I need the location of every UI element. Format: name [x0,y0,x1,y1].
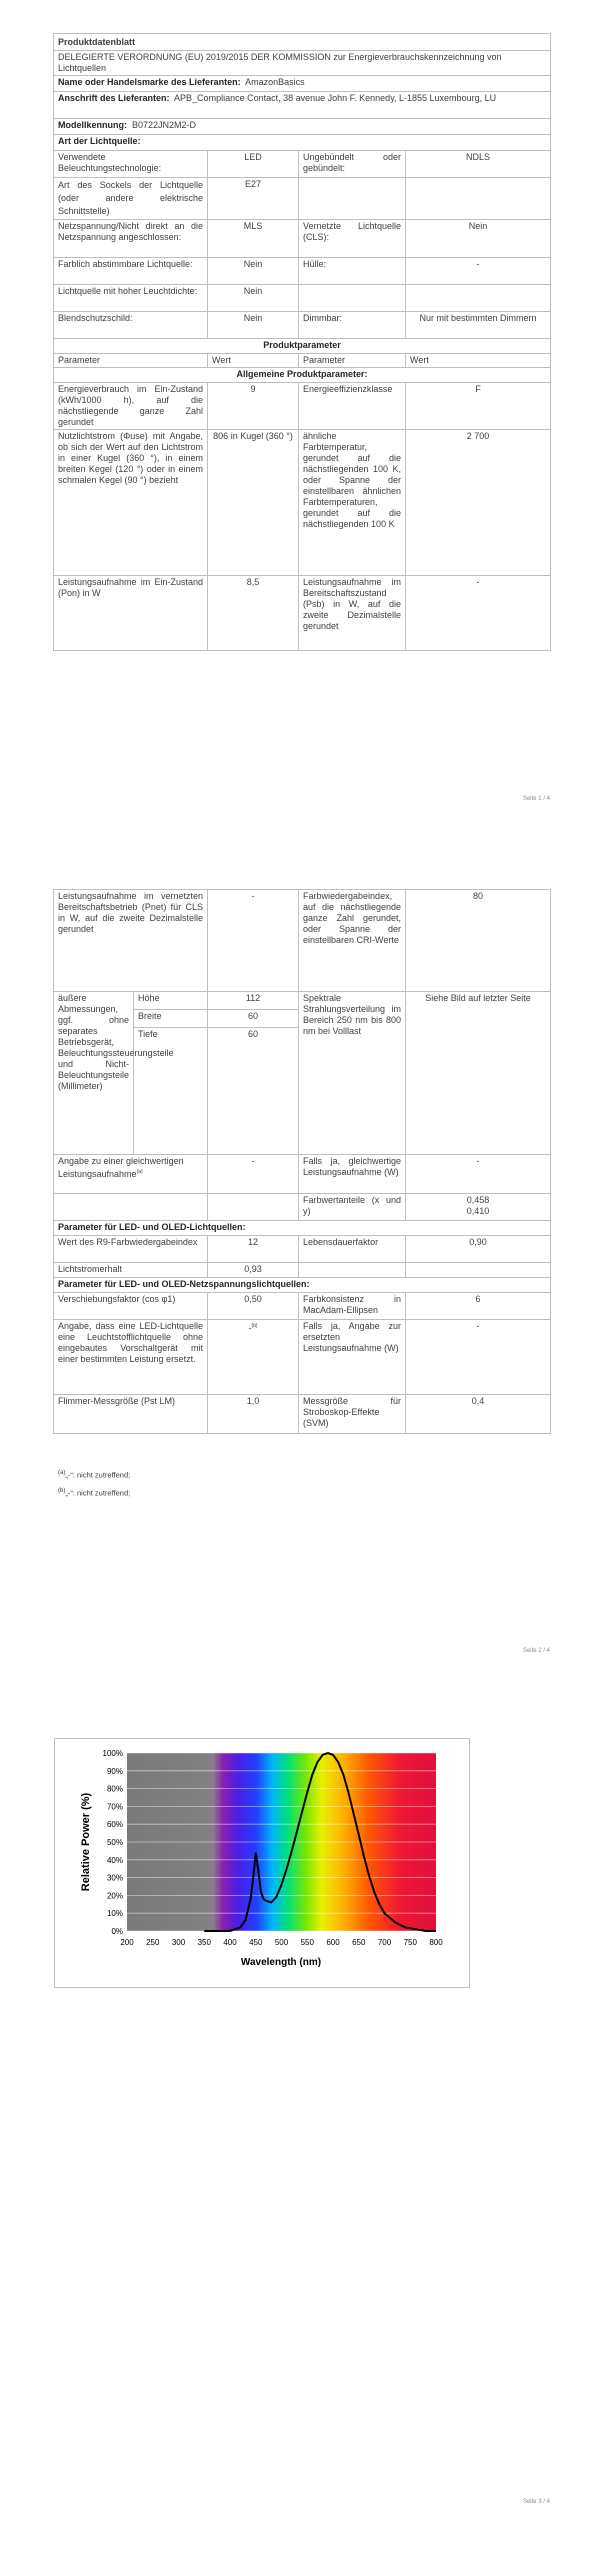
page-title: Produktdatenblatt [54,34,551,51]
spectral-power-chart [55,1739,469,1987]
param-label: Lichtstromerhalt [54,1263,208,1278]
type-value: E27 [208,178,299,220]
supplier-value: AmazonBasics [245,77,305,87]
dimension-row [54,992,551,1010]
page-number: Seite 2 / 4 [522,1648,550,1654]
x-axis-label: Wavelength (nm) [240,1957,322,1968]
param-label: Leistungsaufnahme im Ein-Zustand (Pon) in W [54,576,208,651]
chromaticity-values [406,1194,551,1221]
y-tick-label: 70% [106,1802,123,1812]
param-row [54,890,551,992]
model-label: Modellkennung: [58,120,127,130]
param-label: Leistungsaufnahme im vernetzten Bereitschaftsbetrieb (Pnet) für CLS in W, auf die zweite Dezimalstelle gerundet [54,890,208,992]
type-value: MLS [208,220,299,258]
param-value: 80 [406,890,551,992]
param-label: Falls ja, gleichwertige Leistungsaufnahme (W) [299,1155,406,1194]
dimension-value: 60 [208,1010,299,1028]
dimensions-label: äußere Abmessungen, ggf. ohne separates Betriebsgerät, Beleuchtungssteuerungsteile und Nicht-Beleuchtungsteile (Millimeter) [54,992,134,1155]
type-value: Nein [208,258,299,285]
x-tick-label: 350 [197,1938,211,1947]
param-label: Farbwertanteile (x und y) [299,1194,406,1221]
param-value: - [248,1323,252,1333]
light-source-type-header: Art der Lichtquelle: [54,135,551,151]
type-value: Nur mit bestimmten Dimmern [406,312,551,339]
param-value: - [208,1155,299,1194]
led-parameters-header: Parameter für LED- und OLED-Lichtquellen: [54,1221,551,1236]
param-value: 0,4 [406,1395,551,1434]
param-label: Farbwiedergabeindex, auf die nächstliegende ganze Zahl gerundet, oder Spanne der einstellbaren CRI-Werte [299,890,406,992]
y-axis-label: Relative Power (%) [80,1792,92,1892]
x-tick-label: 550 [300,1938,314,1947]
spectral-chart-frame [54,1738,470,1988]
type-label: Lichtquelle mit hoher Leuchtdichte: [54,285,208,312]
param-value: - [406,1320,551,1395]
address-value: APB_Compliance Contact, 38 avenue John F. Kennedy, L-1855 Luxembourg, LU [174,93,497,103]
product-parameters-header: Produktparameter [54,339,551,354]
page-number: Seite 1 / 4 [522,796,550,802]
equivalent-power-text: Angabe zu einer gleichwertigen Leistungsaufnahme [58,1156,184,1179]
param-label: Energieverbrauch im Ein-Zustand (kWh/1000 h), auf die nächstliegende ganze Zahl gerundet [54,383,208,430]
param-label: Angabe, dass eine LED-Lichtquelle eine Leuchtstofflichtquelle ohne eingebautes Vorschaltgerät mit einer bestimmten Leistung ersetzt. [54,1320,208,1395]
dimension-name: Breite [134,1010,208,1028]
empty-cell [299,1263,406,1278]
x-tick-label: 300 [171,1938,186,1947]
model-value: B0722JN2M2-D [132,120,197,130]
param-label: Messgröße für Stroboskop-Effekte (SVM) [299,1395,406,1434]
address-label: Anschrift des Lieferanten: [58,93,170,103]
param-label: Lebensdauerfaktor [299,1236,406,1263]
x-tick-label: 500 [274,1938,289,1947]
param-row [54,1263,551,1278]
y-tick-label: 40% [106,1855,123,1865]
footnote-mark: (b) [251,1323,258,1329]
param-value: 12 [208,1236,299,1263]
param-value: 9 [208,383,299,430]
type-value: Nein [208,285,299,312]
footnote-b-text: „-“: nicht zutreffend; [65,1488,131,1498]
y-tick-label: 30% [106,1873,123,1883]
spectral-label: Spektrale Strahlungsverteilung im Bereich 250 nm bis 800 nm bei Volllast [299,992,406,1155]
param-row [54,1155,551,1194]
replace-value-cell [208,1320,299,1395]
footnote-a [58,1468,130,1481]
x-tick-label: 450 [249,1938,263,1947]
y-tick-label: 20% [106,1891,123,1901]
dimension-name: Höhe [134,992,208,1010]
type-value: - [406,258,551,285]
param-label: Leistungsaufnahme im Bereitschaftszustand (Psb) in W, auf die zweite Dezimalstelle gerundet [299,576,406,651]
type-label: Netzspannung/Nicht direkt an die Netzspannung angeschlossen: [54,220,208,258]
y-tick-label: 90% [106,1766,123,1776]
param-value: 0,93 [208,1263,299,1278]
dimension-value: 112 [208,992,299,1010]
param-label: Farbkonsistenz in MacAdam-Ellipsen [299,1293,406,1320]
type-label: Verwendete Beleuchtungstechnologie: [54,151,208,178]
x-tick-label: 700 [377,1938,392,1947]
dimension-value: 60 [208,1028,299,1155]
param-row [54,1320,551,1395]
param-value: 1,0 [208,1395,299,1434]
type-label: Blendschutzschild: [54,312,208,339]
footnote-a-mark: (a) [58,1470,66,1476]
param-label: Verschiebungsfaktor (cos φ1) [54,1293,208,1320]
parameters-table-continued [53,889,551,1434]
type-label: Vernetzte Lichtquelle (CLS): [299,220,406,258]
param-label: Nutzlichtstrom (Φuse) mit Angabe, ob sich der Wert auf den Lichtstrom in einer Kugel (360 °), in einem breiten Kegel (120 °) oder in einem schmalen Kegel (90 °) bezieht [54,430,208,576]
empty-cell [54,1194,208,1221]
param-row [54,1293,551,1320]
footnote-b [58,1486,130,1499]
type-label: Ungebündelt oder gebündelt: [299,151,406,178]
column-header-value: Wert [406,354,551,368]
param-value: - [208,890,299,992]
general-parameters-header: Allgemeine Produktparameter: [54,368,551,383]
param-label: Flimmer-Messgröße (Pst LM) [54,1395,208,1434]
empty-cell [406,1263,551,1278]
y-tick-label: 0% [111,1927,123,1936]
param-value: 0,90 [406,1236,551,1263]
column-header-parameter: Parameter [299,354,406,368]
y-tick-label: 80% [106,1784,123,1794]
type-label: Hülle: [299,258,406,285]
x-tick-label: 200 [120,1938,134,1947]
page-number: Seite 3 / 4 [522,2499,550,2505]
type-label: Art des Sockels der Lichtquelle (oder andere elektrische Schnittstelle) [54,178,208,220]
y-tick-label: 10% [106,1909,123,1919]
x-tick-label: 600 [326,1938,340,1947]
param-value: 806 in Kugel (360 °) [208,430,299,576]
x-tick-label: 400 [223,1938,237,1947]
empty-cell [208,1194,299,1221]
param-value: - [406,1155,551,1194]
param-row [54,1194,551,1221]
type-value: Nein [406,220,551,258]
chromaticity-x: 0,458 [466,1195,490,1205]
type-value: Nein [208,312,299,339]
equivalent-power-label [54,1155,208,1194]
param-row [54,1395,551,1434]
spectral-value: Siehe Bild auf letzter Seite [406,992,551,1155]
x-tick-label: 650 [352,1938,366,1947]
chromaticity-y: 0,410 [466,1206,490,1216]
param-label: Falls ja, Angabe zur ersetzten Leistungsaufnahme (W) [299,1320,406,1395]
dimension-name: Tiefe [134,1028,208,1155]
type-value: LED [208,151,299,178]
y-tick-label: 100% [102,1749,123,1758]
y-tick-label: 50% [106,1838,123,1847]
param-value: - [406,576,551,651]
param-value: 6 [406,1293,551,1320]
param-label: ähnliche Farbtemperatur, gerundet auf die nächstliegenden 100 K, oder Spanne der einstellbaren ähnlichen Farbtemperaturen, gerundet auf die nächstliegenden 100 K [299,430,406,576]
x-tick-label: 750 [403,1938,417,1947]
param-value: 2 700 [406,430,551,576]
footnote-b-mark: (b) [58,1488,66,1494]
x-tick-labels [120,1938,443,1947]
x-tick-label: 250 [146,1938,160,1947]
y-tick-label: 60% [106,1820,123,1830]
column-header-parameter: Parameter [54,354,208,368]
param-label: Energieeffizienzklasse [299,383,406,430]
footnote-a-text: „-“: nicht zutreffend; [65,1470,131,1480]
param-label: Wert des R9-Farbwiedergabeindex [54,1236,208,1263]
param-row [54,1236,551,1263]
param-value: 8,5 [208,576,299,651]
column-header-value: Wert [208,354,299,368]
param-value: 0,50 [208,1293,299,1320]
x-tick-label: 800 [429,1938,443,1947]
regulation-subtitle: DELEGIERTE VERORDNUNG (EU) 2019/2015 DER KOMMISSION zur Energieverbrauchskennzeichnung von Lichtquellen [54,51,551,76]
type-label: Dimmbar: [299,312,406,339]
mains-parameters-header: Parameter für LED- und OLED-Netzspannungslichtquellen: [54,1278,551,1293]
supplier-label: Name oder Handelsmarke des Lieferanten: [58,77,241,87]
type-value: NDLS [406,151,551,178]
y-tick-labels [103,1749,123,1936]
footnote-mark: (a) [136,1169,143,1175]
type-label: Farblich abstimmbare Lichtquelle: [54,258,208,285]
param-value: F [406,383,551,430]
